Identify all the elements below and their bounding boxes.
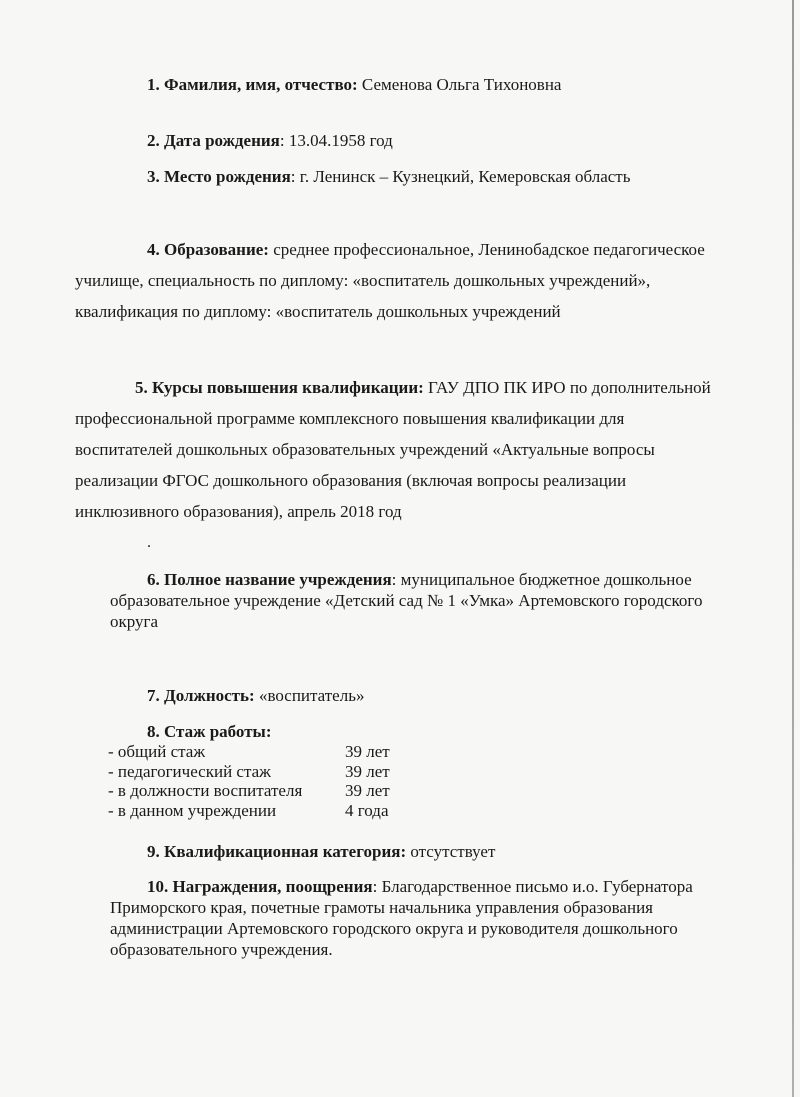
courses-line: профессиональной программе комплексного повышения квалификации для: [75, 409, 625, 428]
courses-line: инклюзивного образования), апрель 2018 год: [75, 502, 402, 521]
experience-value: 39 лет: [345, 742, 390, 761]
experience-name: - педагогический стаж: [108, 761, 271, 781]
education-line: училище, специальность по диплому: «воспитатель дошкольных учреждений»,: [75, 271, 651, 290]
experience-value: 39 лет: [345, 761, 390, 781]
position-value: «воспитатель»: [254, 686, 365, 705]
institution-line: : муниципальное бюджетное дошкольное: [391, 570, 692, 589]
awards-label: 10. Награждения, поощрения: [147, 877, 373, 896]
stray-mark: .: [147, 534, 151, 551]
dob-label: 2. Дата рождения: [147, 131, 280, 150]
education-line: среднее профессиональное, Ленинобадское педагогическое: [268, 240, 705, 259]
category-label: 9. Квалификационная категория:: [147, 842, 407, 861]
experience-name: - в должности воспитателя: [108, 781, 303, 800]
item-courses: [75, 372, 715, 527]
courses-line: реализации ФГОС дошкольного образования (включая вопросы реализации: [75, 471, 627, 490]
education-line: квалификация по диплому: «воспитатель дошкольных учреждений: [75, 302, 561, 321]
item-education: [75, 234, 715, 327]
experience-value: 39 лет: [345, 781, 390, 800]
education-label: 4. Образование:: [147, 240, 269, 259]
fio-value: Семенова Ольга Тихоновна: [357, 75, 562, 94]
item-awards: [110, 876, 715, 960]
item-category: [147, 841, 495, 862]
experience-row: [108, 742, 428, 762]
experience-name: - в данном учреждении: [108, 800, 277, 820]
experience-value: 4 года: [345, 800, 389, 820]
fio-label: 1. Фамилия, имя, отчество:: [147, 75, 358, 94]
courses-line: ГАУ ДПО ПК ИРО по дополнительной: [423, 378, 711, 397]
awards-line: образовательного учреждения.: [110, 940, 333, 959]
position-label: 7. Должность:: [147, 686, 255, 705]
category-value: отсутствует: [406, 842, 496, 861]
item-birthplace: [147, 166, 630, 187]
experience-row: [108, 801, 428, 821]
institution-line: образовательное учреждение «Детский сад № 1 «Умка» Артемовского городского: [110, 591, 703, 610]
experience-row: [108, 762, 428, 782]
item-experience: [147, 721, 271, 742]
birthplace-value: : г. Ленинск – Кузнецкий, Кемеровская область: [290, 167, 631, 186]
institution-label: 6. Полное название учреждения: [147, 570, 392, 589]
birthplace-label: 3. Место рождения: [147, 167, 291, 186]
courses-label: 5. Курсы повышения квалификации:: [135, 378, 424, 397]
item-position: [147, 685, 364, 706]
item-fio: [147, 74, 561, 95]
experience-name: - общий стаж: [108, 742, 206, 761]
awards-line: администрации Артемовского городского округа и руководителя дошкольного: [110, 919, 678, 938]
page-edge-shadow: [792, 0, 794, 1097]
experience-label: 8. Стаж работы:: [147, 722, 272, 741]
item-institution: [110, 569, 715, 632]
dob-value: : 13.04.1958 год: [279, 131, 393, 150]
awards-line: Приморского края, почетные грамоты начальника управления образования: [110, 898, 653, 917]
item-dob: [147, 130, 393, 151]
institution-line: округа: [110, 612, 159, 631]
experience-table: [108, 742, 428, 820]
courses-line: воспитателей дошкольных образовательных учреждений «Актуальные вопросы: [75, 440, 655, 459]
awards-line: : Благодарственное письмо и.о. Губернатора: [372, 877, 693, 896]
experience-row: [108, 781, 428, 801]
